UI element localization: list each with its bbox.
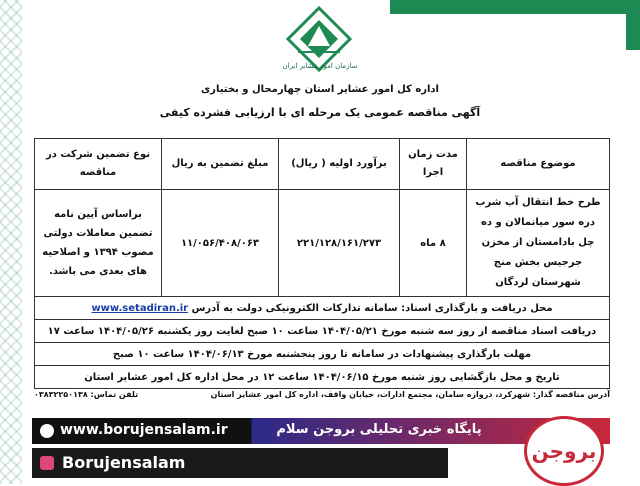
instagram-icon bbox=[40, 456, 54, 470]
tender-address: آدرس مناقصه گذار: شهرکرد، دروازه سامان، مجتمع ادارات، خیابان واقف، اداره کل امور عشایر استان bbox=[210, 390, 610, 399]
cell-estimate: ۲۲۱/۱۲۸/۱۶۱/۲۷۳ bbox=[279, 190, 400, 297]
receive-location-text: محل دریافت و بارگذاری اسناد: سامانه تدارکات الکترونیکی دولت به آدرس bbox=[191, 302, 553, 314]
address-bar bbox=[34, 390, 610, 399]
table-note-row bbox=[35, 320, 610, 343]
setadiran-link[interactable]: www.setadiran.ir bbox=[91, 302, 189, 314]
receive-location bbox=[35, 297, 610, 320]
header-guarantee-amount: مبلغ تضمین به ریال bbox=[162, 139, 279, 190]
contact-phone: تلفن تماس: ۰۳۸۳۲۲۵۰۱۳۸ bbox=[34, 390, 139, 399]
header-duration: مدت زمان اجرا bbox=[400, 139, 467, 190]
receive-dates: دریافت اسناد مناقصه از روز سه شنبه مورخ ۱۴۰۴/۰۵/۲۱ ساعت ۱۰ صبح لغایت روز یکشنبه ۱۴۰۴/۰۵/۲۶ ساعت ۱۷ bbox=[35, 320, 610, 343]
table-header-row bbox=[35, 139, 610, 190]
organization-name: اداره کل امور عشایر استان چهارمحال و بختیاری bbox=[201, 84, 439, 95]
brand-badge-text: بروجن bbox=[531, 439, 597, 463]
notice-title: آگهی مناقصه عمومی یک مرحله ای با ارزیابی فشرده کیفی bbox=[159, 106, 481, 119]
header-subject: موضوع مناقصه bbox=[467, 139, 610, 190]
logo-caption: سازمان امور عشایر ایران bbox=[282, 62, 358, 70]
cell-duration: ۸ ماه bbox=[400, 190, 467, 297]
agency-name: پایگاه خبری تحلیلی بروجن سلام bbox=[276, 422, 482, 437]
news-banner bbox=[32, 418, 610, 480]
table-note-row bbox=[35, 297, 610, 320]
header-guarantee-type: نوع تضمین شرکت در مناقصه bbox=[35, 139, 162, 190]
table-row bbox=[35, 190, 610, 297]
website-link[interactable]: www.borujensalam.ir bbox=[60, 422, 228, 438]
brand-name: Borujensalam bbox=[62, 453, 186, 472]
upload-deadline: مهلت بارگذاری پیشنهادات در سامانه تا روز پنجشنبه مورخ ۱۴۰۴/۰۶/۱۳ ساعت ۱۰ صبح bbox=[35, 343, 610, 366]
decorative-pattern bbox=[0, 0, 22, 484]
header-estimate: برآورد اولیه ( ریال) bbox=[279, 139, 400, 190]
table-note-row bbox=[35, 366, 610, 389]
cell-guarantee-type: براساس آیین نامه تضمین معاملات دولتی مصوب ۱۳۹۴ و اصلاحیه های بعدی می باشد. bbox=[35, 190, 162, 297]
table-note-row bbox=[35, 343, 610, 366]
globe-icon bbox=[40, 424, 54, 438]
cell-subject: طرح خط انتقال آب شرب دره سور میانمالان و ده چل بادامستان از مخزن جرجیس بخش منج شهرستان لردگان bbox=[467, 190, 610, 297]
cell-guarantee-amount: ۱۱/۰۵۶/۴۰۸/۰۶۳ bbox=[162, 190, 279, 297]
opening-info: تاریخ و محل بازگشایی روز شنبه مورخ ۱۴۰۴/۰۶/۱۵ ساعت ۱۲ در محل اداره کل امور عشایر استان bbox=[35, 366, 610, 389]
corner-stripe-vertical bbox=[626, 0, 640, 50]
brand-badge bbox=[524, 416, 604, 486]
corner-stripe bbox=[390, 0, 640, 14]
tender-table bbox=[34, 138, 610, 389]
